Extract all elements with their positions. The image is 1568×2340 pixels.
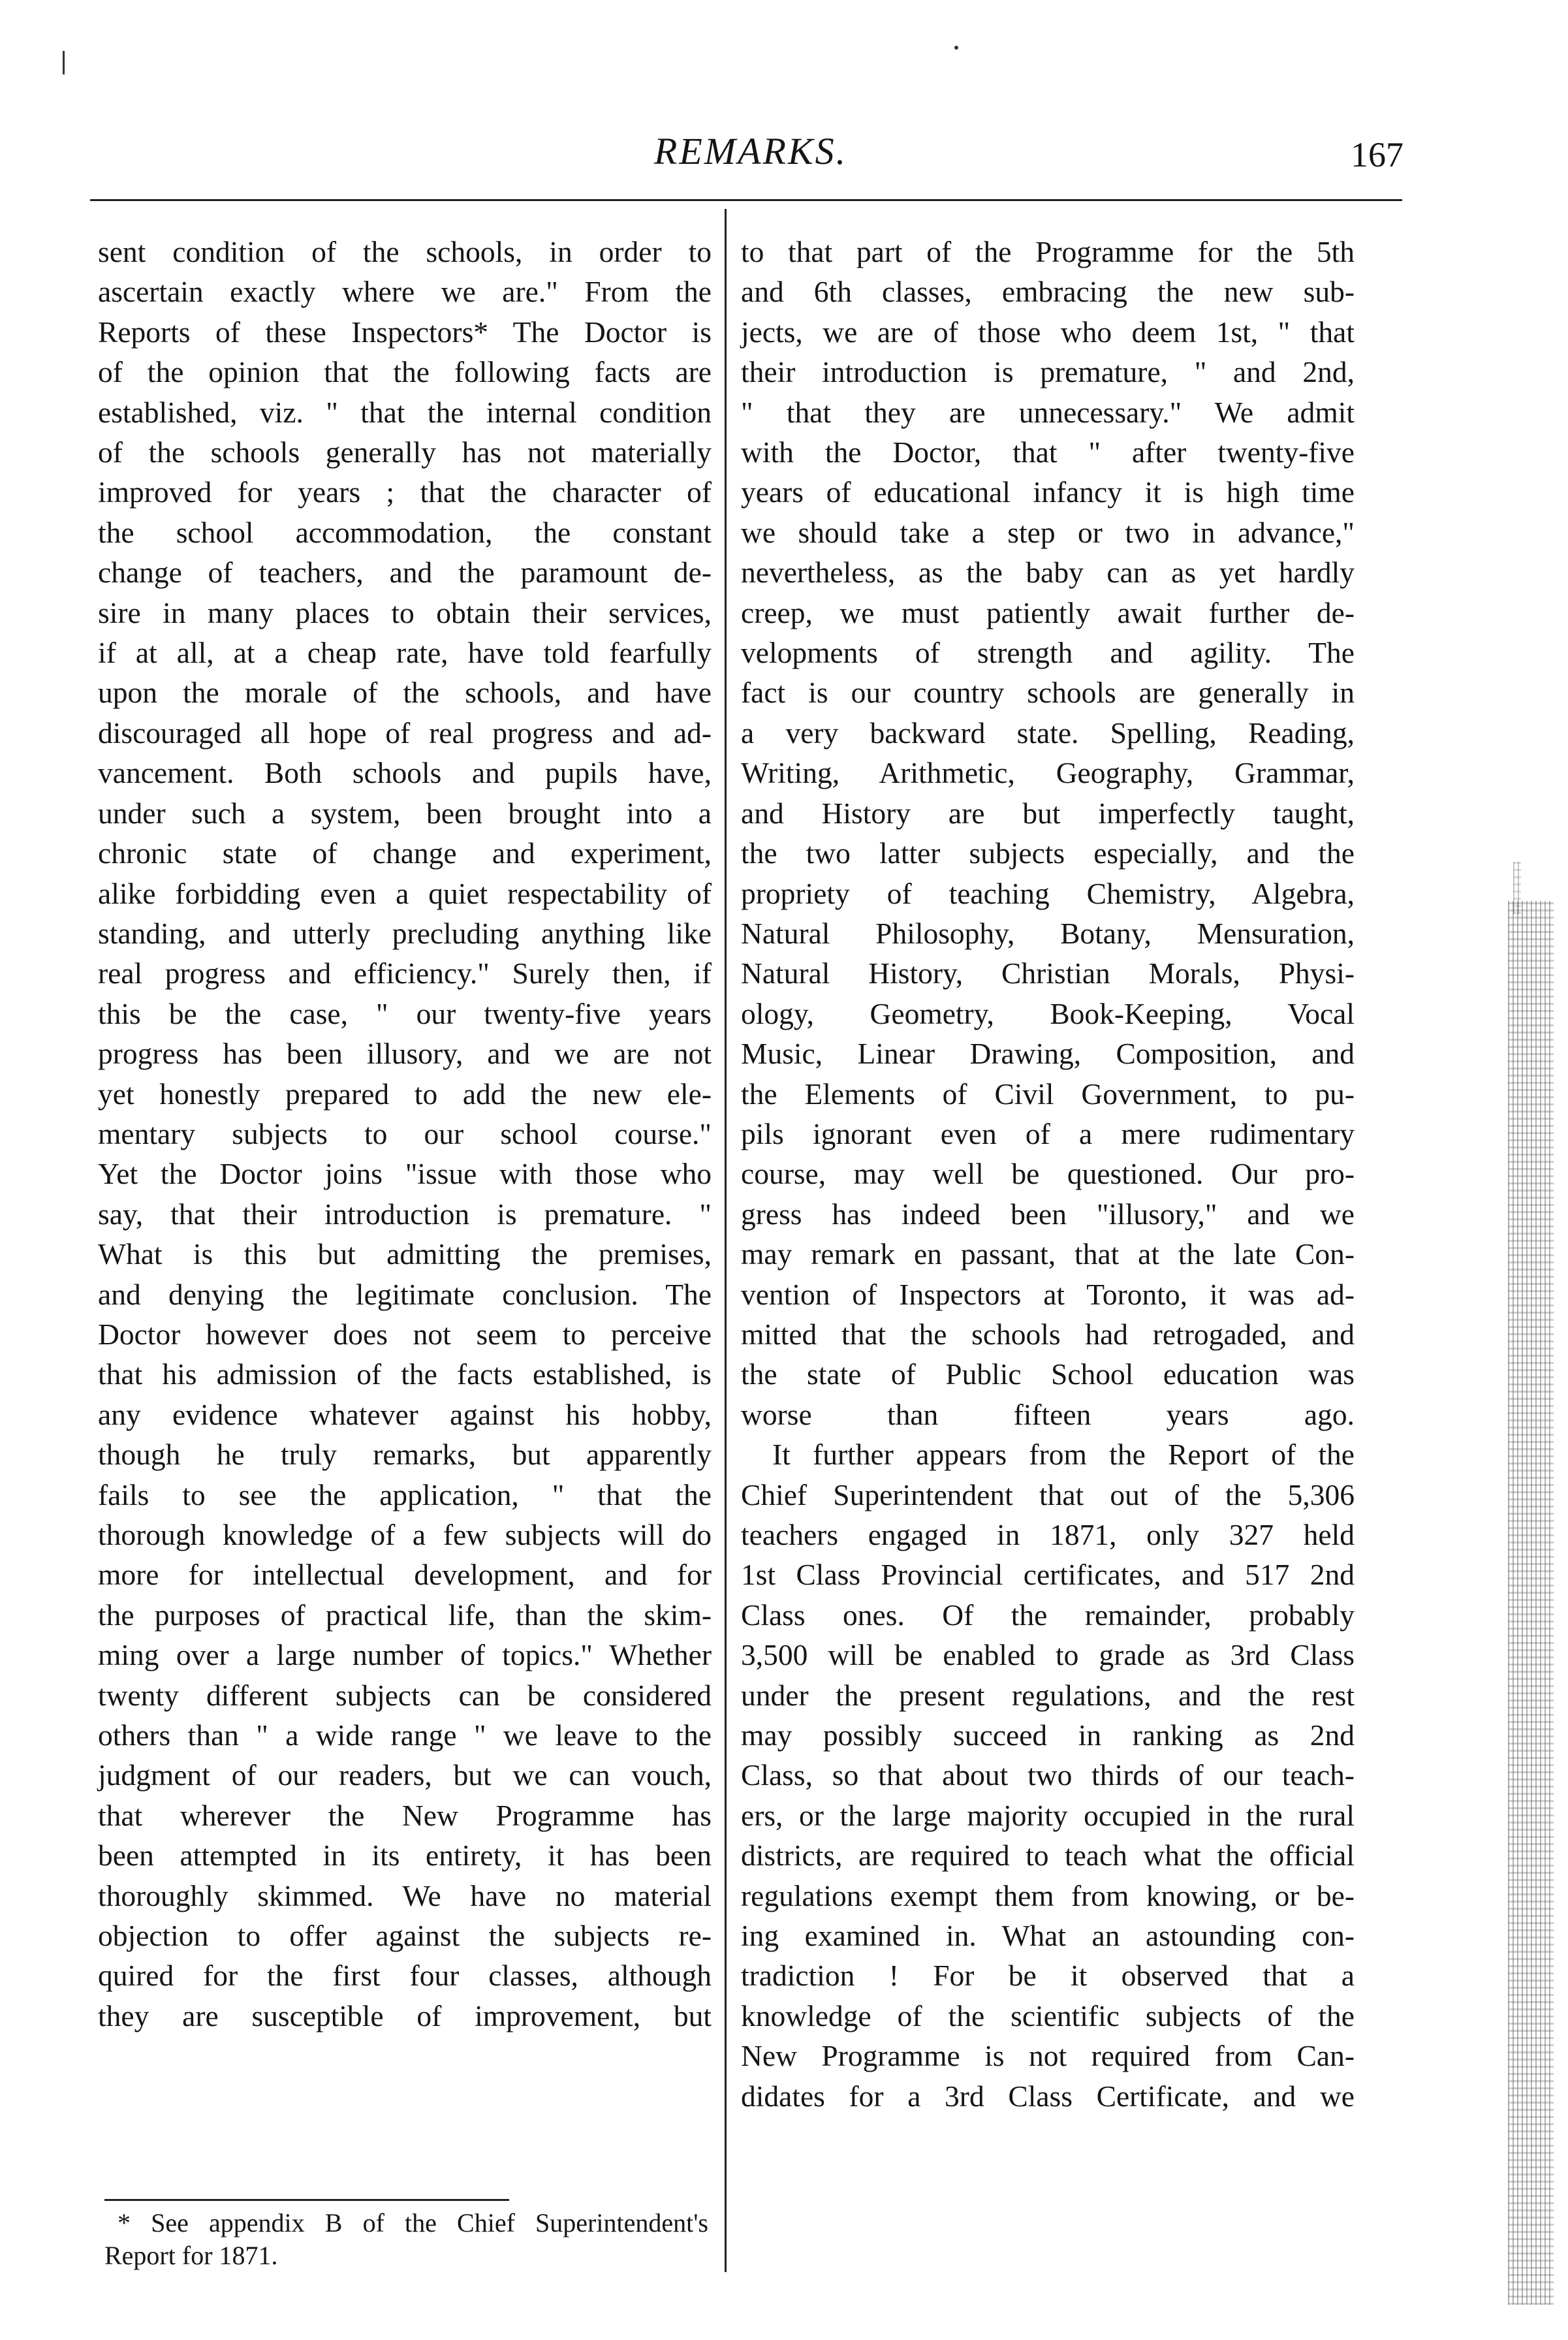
header-rule bbox=[90, 199, 1402, 201]
text-line: though he truly remarks, but apparently bbox=[98, 1438, 712, 1472]
text-line: the school accommodation, the constant bbox=[98, 515, 712, 549]
footnote-line: * See appendix B of the Chief Superintendent's bbox=[118, 2208, 708, 2237]
text-line: didates for a 3rd Class Certificate, and we bbox=[741, 2079, 1355, 2113]
text-line: years of educational infancy it is high time bbox=[741, 475, 1355, 509]
scan-mark bbox=[63, 51, 65, 74]
text-line: alike forbidding even a quiet respectability of bbox=[98, 876, 712, 910]
text-line: 1st Class Provincial certificates, and 517 2nd bbox=[741, 1558, 1355, 1592]
text-line: discouraged all hope of real progress and ad- bbox=[98, 716, 712, 750]
left-column bbox=[98, 232, 712, 2036]
text-line: yet honestly prepared to add the new ele- bbox=[98, 1077, 712, 1111]
text-line: they are susceptible of improvement, but bbox=[98, 1999, 712, 2032]
text-line: of the schools generally has not materially bbox=[98, 435, 712, 469]
text-line: this be the case, " our twenty-five years bbox=[98, 996, 712, 1030]
scan-speck bbox=[954, 46, 958, 50]
text-line: the Elements of Civil Government, to pu- bbox=[741, 1077, 1355, 1111]
text-line: say, that their introduction is premature. " bbox=[98, 1197, 712, 1231]
text-line: been attempted in its entirety, it has been bbox=[98, 1839, 712, 1873]
text-line: vention of Inspectors at Toronto, it was ad- bbox=[741, 1277, 1355, 1311]
text-line: judgment of our readers, but we can vouch, bbox=[98, 1758, 712, 1792]
text-line: sire in many places to obtain their services, bbox=[98, 595, 712, 629]
text-line: sent condition of the schools, in order to bbox=[98, 235, 712, 268]
text-line: more for intellectual development, and for bbox=[98, 1558, 712, 1592]
text-line: to that part of the Programme for the 5th bbox=[741, 235, 1355, 268]
text-line: course, may well be questioned. Our pro- bbox=[741, 1157, 1355, 1191]
text-line: Natural History, Christian Morals, Physi- bbox=[741, 957, 1355, 990]
text-line: fails to see the application, " that the bbox=[98, 1478, 712, 1511]
text-line: with the Doctor, that " after twenty-five bbox=[741, 435, 1355, 469]
text-line: worse than fifteen years ago. bbox=[741, 1397, 1355, 1431]
text-line: change of teachers, and the paramount de- bbox=[98, 556, 712, 590]
text-line: propriety of teaching Chemistry, Algebra, bbox=[741, 876, 1355, 910]
text-line: Class, so that about two thirds of our teach- bbox=[741, 1758, 1355, 1792]
text-line: regulations exempt them from knowing, or be- bbox=[741, 1878, 1355, 1912]
text-line: What is this but admitting the premises, bbox=[98, 1237, 712, 1271]
text-line: teachers engaged in 1871, only 327 held bbox=[741, 1518, 1355, 1551]
text-line: Music, Linear Drawing, Composition, and bbox=[741, 1037, 1355, 1071]
text-line: districts, are required to teach what the official bbox=[741, 1839, 1355, 1873]
text-line: any evidence whatever against his hobby, bbox=[98, 1397, 712, 1431]
text-line: fact is our country schools are generally in bbox=[741, 676, 1355, 710]
text-line: Writing, Arithmetic, Geography, Grammar, bbox=[741, 756, 1355, 790]
text-line: ing examined in. What an astounding con- bbox=[741, 1919, 1355, 1953]
text-line: mentary subjects to our school course." bbox=[98, 1116, 712, 1150]
text-line: " that they are unnecessary." We admit bbox=[741, 395, 1355, 429]
footnote bbox=[104, 2207, 708, 2272]
running-head bbox=[98, 129, 1403, 188]
text-line: a very backward state. Spelling, Reading, bbox=[741, 716, 1355, 750]
text-line: Class ones. Of the remainder, probably bbox=[741, 1598, 1355, 1632]
text-line: velopments of strength and agility. The bbox=[741, 636, 1355, 670]
text-line: progress has been illusory, and we are not bbox=[98, 1037, 712, 1071]
text-line: knowledge of the scientific subjects of the bbox=[741, 1999, 1355, 2032]
right-column bbox=[741, 232, 1355, 2116]
text-line: ology, Geometry, Book-Keeping, Vocal bbox=[741, 996, 1355, 1030]
footnote-line: Report for 1871. bbox=[104, 2241, 278, 2270]
page-number: 167 bbox=[1351, 135, 1403, 174]
text-line: Chief Superintendent that out of the 5,306 bbox=[741, 1478, 1355, 1511]
text-line: that his admission of the facts established, is bbox=[98, 1357, 712, 1391]
text-line: improved for years ; that the character of bbox=[98, 475, 712, 509]
text-line: mitted that the schools had retrogaded, and bbox=[741, 1317, 1355, 1351]
text-line: creep, we must patiently await further de- bbox=[741, 595, 1355, 629]
text-line: and History are but imperfectly taught, bbox=[741, 796, 1355, 830]
text-line: chronic state of change and experiment, bbox=[98, 836, 712, 870]
text-line: and 6th classes, embracing the new sub- bbox=[741, 275, 1355, 309]
text-line: we should take a step or two in advance," bbox=[741, 515, 1355, 549]
running-title: REMARKS. bbox=[653, 130, 848, 172]
text-line: may remark en passant, that at the late Con- bbox=[741, 1237, 1355, 1271]
text-line: that wherever the New Programme has bbox=[98, 1798, 712, 1832]
text-line: Reports of these Inspectors* The Doctor is bbox=[98, 315, 712, 349]
text-line: ming over a large number of topics." Whether bbox=[98, 1638, 712, 1672]
text-line: the purposes of practical life, than the skim- bbox=[98, 1598, 712, 1632]
text-line: under such a system, been brought into a bbox=[98, 796, 712, 830]
text-line: twenty different subjects can be considered bbox=[98, 1678, 712, 1712]
text-line: their introduction is premature, " and 2nd, bbox=[741, 355, 1355, 389]
text-line: gress has indeed been "illusory," and we bbox=[741, 1197, 1355, 1231]
text-line: ascertain exactly where we are." From the bbox=[98, 275, 712, 309]
text-line: Natural Philosophy, Botany, Mensuration, bbox=[741, 916, 1355, 950]
column-divider bbox=[725, 209, 727, 2272]
text-line: established, viz. " that the internal condition bbox=[98, 395, 712, 429]
text-line: the two latter subjects especially, and the bbox=[741, 836, 1355, 870]
text-line: ers, or the large majority occupied in the rural bbox=[741, 1798, 1355, 1832]
text-line: Yet the Doctor joins "issue with those who bbox=[98, 1157, 712, 1191]
text-line: under the present regulations, and the rest bbox=[741, 1678, 1355, 1712]
text-line: real progress and efficiency." Surely then, if bbox=[98, 957, 712, 990]
text-line: if at all, at a cheap rate, have told fearfully bbox=[98, 636, 712, 670]
text-line: the state of Public School education was bbox=[741, 1357, 1355, 1391]
text-line: jects, we are of those who deem 1st, " that bbox=[741, 315, 1355, 349]
text-line: of the opinion that the following facts are bbox=[98, 355, 712, 389]
text-line: vancement. Both schools and pupils have, bbox=[98, 756, 712, 790]
text-line: Doctor however does not seem to perceive bbox=[98, 1317, 712, 1351]
text-line: 3,500 will be enabled to grade as 3rd Class bbox=[741, 1638, 1355, 1672]
text-line: thorough knowledge of a few subjects will do bbox=[98, 1518, 712, 1551]
text-line: thoroughly skimmed. We have no material bbox=[98, 1878, 712, 1912]
text-line: It further appears from the Report of the bbox=[772, 1438, 1355, 1472]
scan-edge-noise bbox=[1508, 901, 1554, 2305]
text-line: tradiction ! For be it observed that a bbox=[741, 1959, 1355, 1993]
text-line: upon the morale of the schools, and have bbox=[98, 676, 712, 710]
text-line: nevertheless, as the baby can as yet hardly bbox=[741, 556, 1355, 590]
text-line: pils ignorant even of a mere rudimentary bbox=[741, 1116, 1355, 1150]
text-line: and denying the legitimate conclusion. The bbox=[98, 1277, 712, 1311]
text-line: New Programme is not required from Can- bbox=[741, 2039, 1355, 2073]
text-line: standing, and utterly precluding anything like bbox=[98, 916, 712, 950]
text-line: objection to offer against the subjects re- bbox=[98, 1919, 712, 1953]
text-line: quired for the first four classes, although bbox=[98, 1959, 712, 1993]
text-line: may possibly succeed in ranking as 2nd bbox=[741, 1718, 1355, 1752]
text-line: others than " a wide range " we leave to the bbox=[98, 1718, 712, 1752]
footnote-rule bbox=[104, 2199, 509, 2201]
